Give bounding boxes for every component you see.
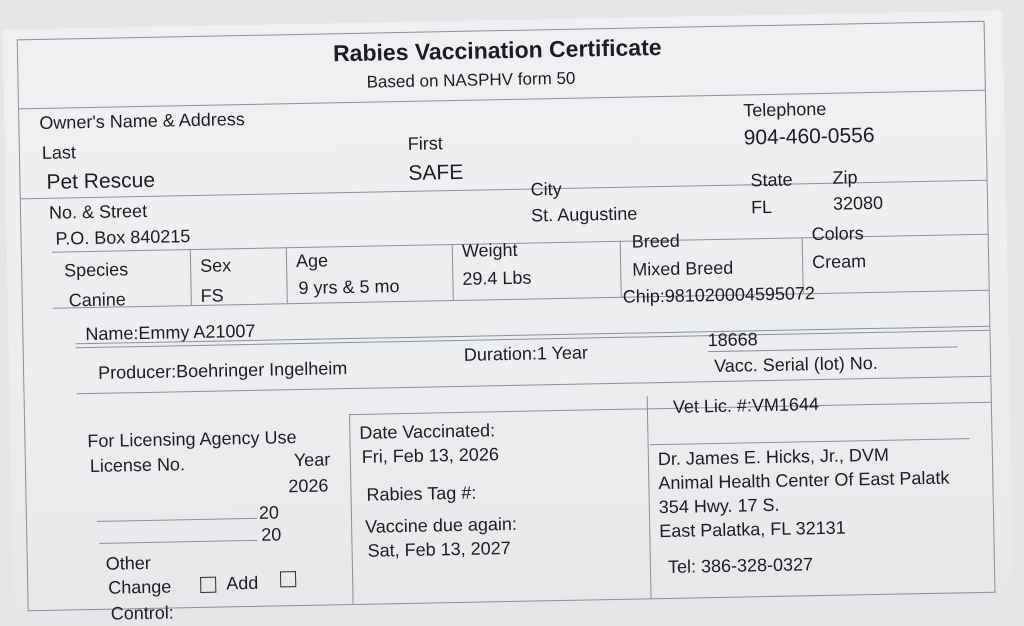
first-name-label: First — [407, 133, 443, 154]
divider-line — [452, 244, 454, 300]
colors-label: Colors — [811, 223, 864, 245]
sex-label: Sex — [199, 255, 232, 276]
license-number-label: License No. — [89, 454, 186, 477]
street-label: No. & Street — [48, 200, 148, 223]
divider-line — [190, 249, 192, 305]
divider-line — [19, 90, 985, 110]
add-checkbox[interactable] — [280, 571, 296, 587]
change-checkbox[interactable] — [200, 577, 216, 593]
sex-value: FS — [200, 285, 224, 306]
city-label: City — [530, 178, 562, 200]
signature-line — [650, 438, 970, 445]
certificate-form — [17, 21, 996, 624]
control-label: Control: — [110, 602, 174, 624]
owner-section-label: Owner's Name & Address — [39, 109, 245, 133]
year-label: Year — [293, 449, 331, 471]
vaccine-producer: Producer:Boehringer Ingelheim — [97, 358, 348, 383]
vet-street: 354 Hwy. 17 S. — [658, 494, 780, 518]
telephone-label: Telephone — [743, 98, 827, 121]
certificate-title: Rabies Vaccination Certificate — [332, 34, 662, 67]
vet-license: Vet Lic. #:VM1644 — [672, 394, 820, 417]
vet-telephone: Tel: 386-328-0327 — [667, 554, 814, 577]
breed-value: Mixed Breed — [632, 257, 734, 280]
first-name-value: SAFE — [408, 160, 464, 185]
age-label: Age — [295, 250, 329, 272]
license-entry-line — [97, 518, 257, 522]
date-vaccinated-label: Date Vaccinated: — [359, 420, 496, 443]
divider-line — [349, 414, 354, 604]
certificate-subtitle: Based on NASPHV form 50 — [366, 68, 576, 92]
state-label: State — [750, 169, 793, 191]
last-name-label: Last — [41, 142, 77, 163]
street-value: P.O. Box 840215 — [55, 226, 191, 249]
species-label: Species — [63, 259, 129, 281]
year-prefix-1: 20 — [258, 502, 280, 523]
telephone-value: 904-460-0556 — [743, 123, 875, 150]
species-value: Canine — [68, 289, 126, 311]
divider-line — [647, 396, 652, 598]
date-vaccinated-value: Fri, Feb 13, 2026 — [361, 444, 500, 467]
vaccine-due-label: Vaccine due again: — [364, 513, 518, 537]
colors-value: Cream — [811, 251, 867, 273]
divider-line — [349, 402, 991, 415]
year-value: 2026 — [288, 475, 329, 497]
vet-clinic: Animal Health Center Of East Palatk — [658, 467, 950, 494]
city-value: St. Augustine — [530, 203, 638, 226]
year-prefix-2: 20 — [261, 524, 282, 545]
change-label: Change — [108, 576, 172, 598]
rabies-tag-label: Rabies Tag #: — [366, 482, 477, 505]
certificate-sheet — [3, 10, 1014, 624]
weight-value: 29.4 Lbs — [462, 267, 532, 289]
last-name-value: Pet Rescue — [46, 168, 156, 194]
divider-line — [53, 290, 989, 309]
vet-name: Dr. James E. Hicks, Jr., DVM — [657, 444, 890, 470]
zip-label: Zip — [832, 167, 858, 188]
age-value: 9 yrs & 5 mo — [298, 276, 400, 299]
licensing-label: For Licensing Agency Use — [87, 427, 297, 452]
state-value: FL — [750, 196, 773, 218]
animal-name: Name:Emmy A21007 — [85, 320, 256, 345]
vaccine-serial-label: Vacc. Serial (lot) No. — [713, 352, 878, 377]
vaccine-due-value: Sat, Feb 13, 2027 — [367, 537, 511, 561]
add-label: Add — [226, 572, 259, 594]
divider-line — [286, 247, 288, 303]
breed-label: Breed — [631, 230, 680, 252]
other-label: Other — [105, 552, 152, 574]
vaccine-serial-value: 18668 — [707, 329, 758, 351]
vaccine-duration: Duration:1 Year — [463, 342, 589, 365]
license-entry-line — [99, 540, 257, 544]
vet-city: East Palatka, FL 32131 — [659, 517, 846, 542]
chip-number: Chip:981020004595072 — [622, 283, 816, 307]
zip-value: 32080 — [832, 192, 884, 214]
weight-label: Weight — [461, 239, 518, 261]
divider-line — [620, 241, 622, 297]
